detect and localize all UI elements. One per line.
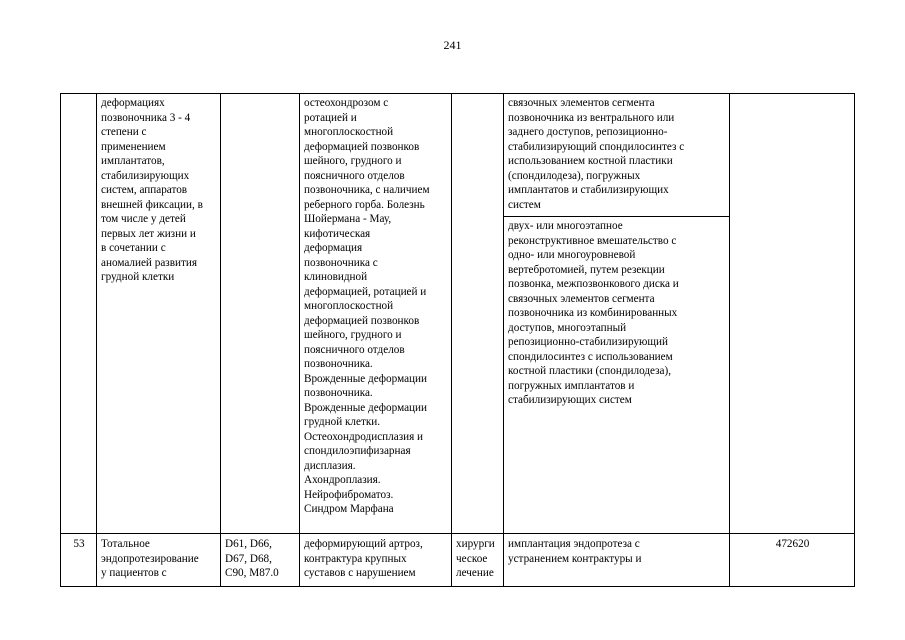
diagnosis-cell: деформирующий артроз, контрактура крупных суставов с нарушением [300,534,452,587]
service-name-cell: Тотальное эндопротезирование у пациентов с [97,534,221,587]
medical-services-table [60,93,855,587]
table-row [61,94,855,534]
treatment-method: связочных элементов сегмента позвоночника из вентрального или заднего доступов, репозиционно- стабилизирующий спондилосинтез с использованием костной пластики (спондилодеза), погружных имплантатов и стабилизирующих систем [508,97,685,211]
price-cell [730,94,855,534]
treatment-methods-cell [504,534,730,587]
price-cell: 472620 [730,534,855,587]
treatment-methods-cell [504,94,730,534]
treatment-type-cell: хирурги ческое лечение [452,534,504,587]
treatment-type-cell [452,94,504,534]
treatment-method: двух- или многоэтапное реконструктивное вмешательство с одно- или многоуровневой вертебротомией, путем резекции позвонка, межпозвонкового диска и связочных элементов сегмента позвоночника из комбинированных доступов, многоэтапный репозиционно-стабилизирующий спондилосинтез с использованием костной пластики (спондилодеза), погружных имплантатов и стабилизирующих систем [504,216,729,408]
icd-codes-cell: D61, D66, D67, D68, C90, M87.0 [221,534,300,587]
table-row [61,534,855,587]
service-name-cell: деформациях позвоночника 3 - 4 степени с применением имплантатов, стабилизирующих систем, аппаратов внешней фиксации, в том числе у детей первых лет жизни и в сочетании с аномалией развития грудной клетки [97,94,221,534]
row-number-cell: 53 [61,534,97,587]
diagnosis-cell: остеохондрозом с ротацией и многоплоскостной деформацией позвонков шейного, грудного и поясничного отделов позвоночника, с наличием реберного горба. Болезнь Шойермана - Мау, кифотическая деформация позвоночника с клиновидной деформацией, ротацией и многоплоскостной деформацией позвонков шейного, грудного и поясничного отделов позвоночника. Врожденные деформации позвоночника. Врожденные деформации грудной клетки. Остеохондродисплазия и спондилоэпифизарная дисплазия. Ахондроплазия. Нейрофиброматоз. Синдром Марфана [300,94,452,534]
treatment-method: имплантация эндопротеза с устранением контрактуры и [508,538,642,565]
icd-codes-cell [221,94,300,534]
row-number-cell [61,94,97,534]
page-number: 241 [443,38,462,52]
